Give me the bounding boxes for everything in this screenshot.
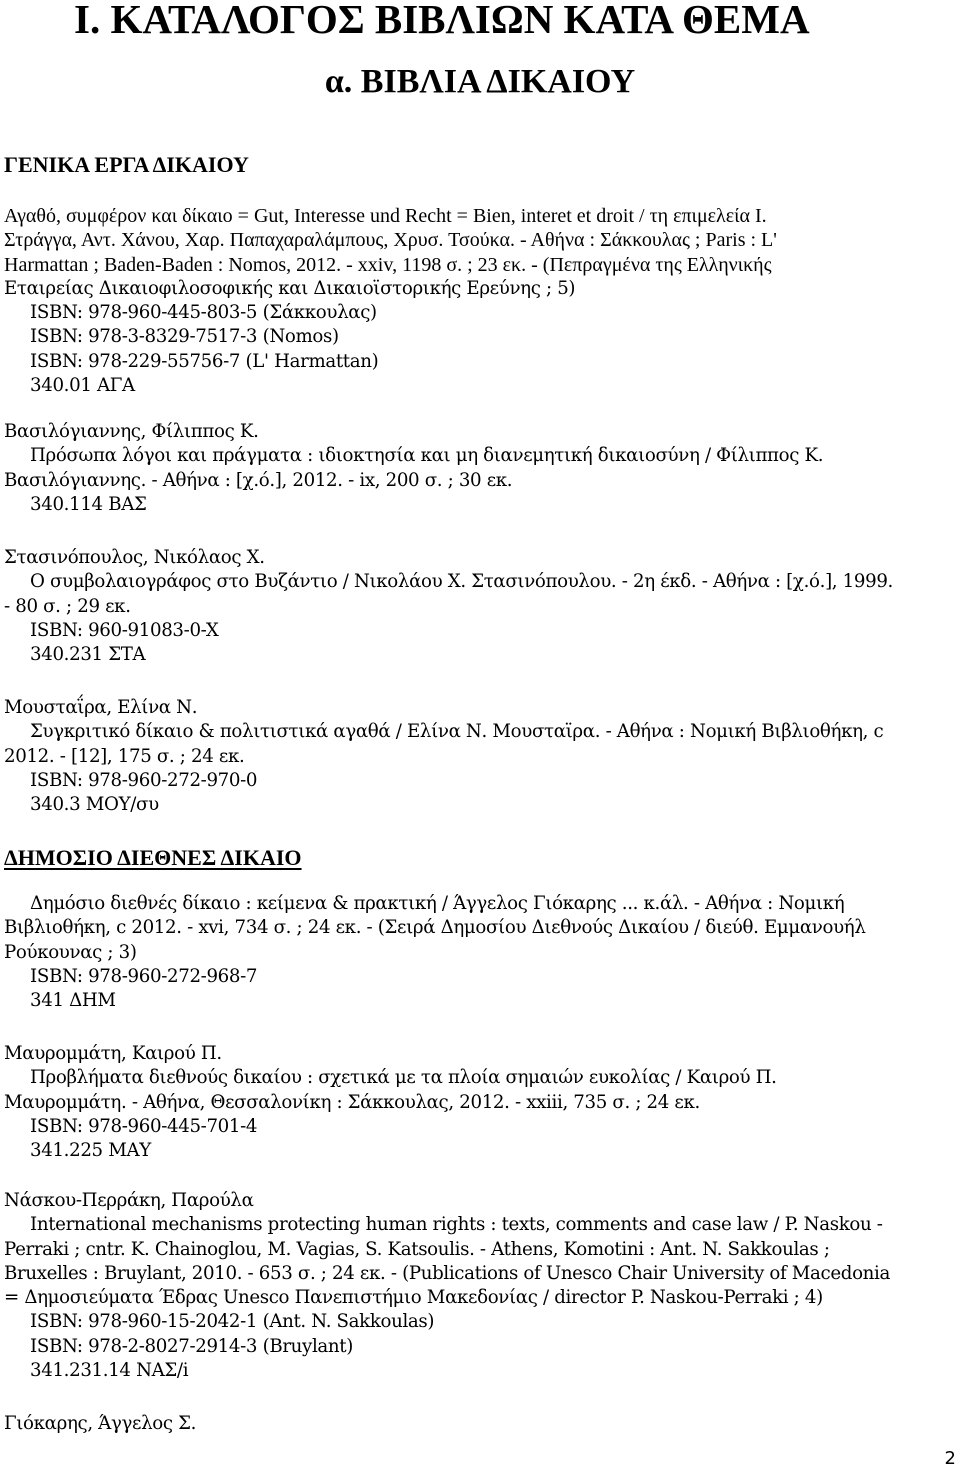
catalog-entry xyxy=(4,420,956,517)
isbn-line: ISBN: 978-2-8027-2914-3 (Bruylant) xyxy=(30,1335,353,1357)
catalog-entry xyxy=(4,1412,956,1436)
entry-line: Προβλήματα διεθνούς δικαίου : σχετικά με τα πλοία σημαιών ευκολίας / Καιρού Π. xyxy=(30,1067,777,1089)
call-number: 340.231 ΣΤΑ xyxy=(30,644,146,666)
entry-line: Δημόσιο διεθνές δίκαιο : κείμενα & πρακτική / Άγγελος Γιόκαρης ... κ.άλ. - Αθήνα : Νομική xyxy=(30,893,845,914)
entry-author: Μουσταΐρα, Ελίνα Ν. xyxy=(4,697,198,718)
catalog-entry xyxy=(4,1042,956,1163)
entry-line: Στράγγα, Αντ. Χάνου, Χαρ. Παπαχαραλάμπους, Χρυσ. Τσούκα. - Αθήνα : Σάκκουλας ; Paris : L' xyxy=(4,229,777,252)
entry-author: Γιόκαρης, Άγγελος Σ. xyxy=(4,1413,197,1434)
entry-line: - 80 σ. ; 29 εκ. xyxy=(4,595,131,617)
entry-line: Ρούκουνας ; 3) xyxy=(4,941,137,963)
entry-line: = Δημοσιεύματα Έδρας Unesco Πανεπιστήμιο Μακεδονίας / director P. Naskou-Perraki ; 4) xyxy=(4,1287,823,1309)
entry-line: Πρόσωπα λόγοι και πράγματα : ιδιοκτησία και μη διανεμητική δικαιοσύνη / Φίλιππος Κ. xyxy=(30,445,824,467)
entry-author: Νάσκου-Περράκη, Παρούλα xyxy=(4,1190,254,1211)
catalog-entry xyxy=(4,696,956,817)
entry-line: Μαυρομμάτη. - Αθήνα, Θεσσαλονίκη : Σάκκουλας, 2012. - xxiii, 735 σ. ; 24 εκ. xyxy=(4,1091,700,1113)
entry-line: Harmattan ; Baden-Baden : Nomos, 2012. - xxiv, 1198 σ. ; 23 εκ. - (Πεπραγμένα της Ελληνικής xyxy=(4,253,772,276)
entry-line: Αγαθό, συμφέρον και δίκαιο = Gut, Interesse und Recht = Bien, interet et droit / τη επιμελεία Ι. xyxy=(4,205,767,227)
entry-line: Συγκριτικό δίκαιο & πολιτιστικά αγαθά / Ελίνα Ν. Μουσταϊρα. - Αθήνα : Νομική Βιβλιοθήκη, c xyxy=(30,721,884,743)
section-heading: ΓΕΝΙΚΑ ΕΡΓΑ ΔΙΚΑΙΟΥ xyxy=(4,152,249,177)
isbn-line: ISBN: 978-960-15-2042-1 (Ant. N. Sakkoulas) xyxy=(30,1311,435,1333)
entry-line: International mechanisms protecting human rights : texts, comments and case law / P. Naskou - xyxy=(30,1214,883,1236)
call-number: 341.225 ΜΑΥ xyxy=(30,1140,151,1162)
isbn-line: ISBN: 978-960-272-968-7 xyxy=(30,965,258,987)
isbn-line: ISBN: 978-229-55756-7 (L' Harmattan) xyxy=(30,350,379,372)
entry-line: Ο συμβολαιογράφος στο Βυζάντιο / Νικολάου Χ. Στασινόπουλου. - 2η έκδ. - Αθήνα : [χ.ό.], 1999. xyxy=(30,571,893,593)
isbn-line: ISBN: 978-960-445-803-5 (Σάκκουλας) xyxy=(30,302,377,324)
entry-line: 2012. - [12], 175 σ. ; 24 εκ. xyxy=(4,745,245,767)
entry-author: Βασιλόγιαννης, Φίλιππος Κ. xyxy=(4,421,259,442)
catalog-entry xyxy=(4,892,956,1013)
entry-line: Perraki ; cntr. K. Chainoglou, M. Vagias, S. Katsoulis. - Athens, Komotini : Ant. N. Sakkoulas ; xyxy=(4,1238,830,1260)
catalog-entry xyxy=(4,546,956,667)
call-number: 341 ΔΗΜ xyxy=(30,990,116,1012)
isbn-line: ISBN: 978-960-445-701-4 xyxy=(30,1115,258,1137)
page-subtitle: α. ΒΙΒΛΙΑ ΔΙΚΑΙΟΥ xyxy=(324,63,636,100)
page-title: Ι. ΚΑΤΑΛΟΓΟΣ ΒΙΒΛΙΩΝ ΚΑΤΑ ΘΕΜΑ xyxy=(74,0,810,42)
entry-author: Μαυρομμάτη, Καιρού Π. xyxy=(4,1043,222,1064)
entry-line: Εταιρείας Δικαιοφιλοσοφικής και Δικαιοϊστορικής Ερεύνης ; 5) xyxy=(4,277,576,299)
isbn-line: ISBN: 978-960-272-970-0 xyxy=(30,769,258,791)
catalog-entry xyxy=(4,1189,956,1383)
catalog-entry xyxy=(4,204,956,398)
section-heading: ΔΗΜΟΣΙΟ ΔΙΕΘΝΕΣ ΔΙΚΑΙΟ xyxy=(4,845,302,870)
call-number: 341.231.14 ΝΑΣ/i xyxy=(30,1360,189,1382)
page-number: 2 xyxy=(944,1448,956,1469)
entry-line: Bruxelles : Bruylant, 2010. - 653 σ. ; 24 εκ. - (Publications of Unesco Chair University of Macedonia xyxy=(4,1262,891,1284)
isbn-line: ISBN: 978-3-8329-7517-3 (Nomos) xyxy=(30,326,339,348)
isbn-line: ISBN: 960-91083-0-X xyxy=(30,619,219,641)
call-number: 340.3 ΜΟΥ/συ xyxy=(30,794,159,816)
entry-line: Βιβλιοθήκη, c 2012. - xvi, 734 σ. ; 24 εκ. - (Σειρά Δημοσίου Διεθνούς Δικαίου / διεύθ. Εμμανουήλ xyxy=(4,917,866,939)
entry-line: Βασιλόγιαννης. - Αθήνα : [χ.ό.], 2012. - ix, 200 σ. ; 30 εκ. xyxy=(4,469,513,491)
entry-author: Στασινόπουλος, Νικόλαος Χ. xyxy=(4,547,265,568)
call-number: 340.01 ΑΓΑ xyxy=(30,375,135,397)
call-number: 340.114 ΒΑΣ xyxy=(30,493,147,515)
